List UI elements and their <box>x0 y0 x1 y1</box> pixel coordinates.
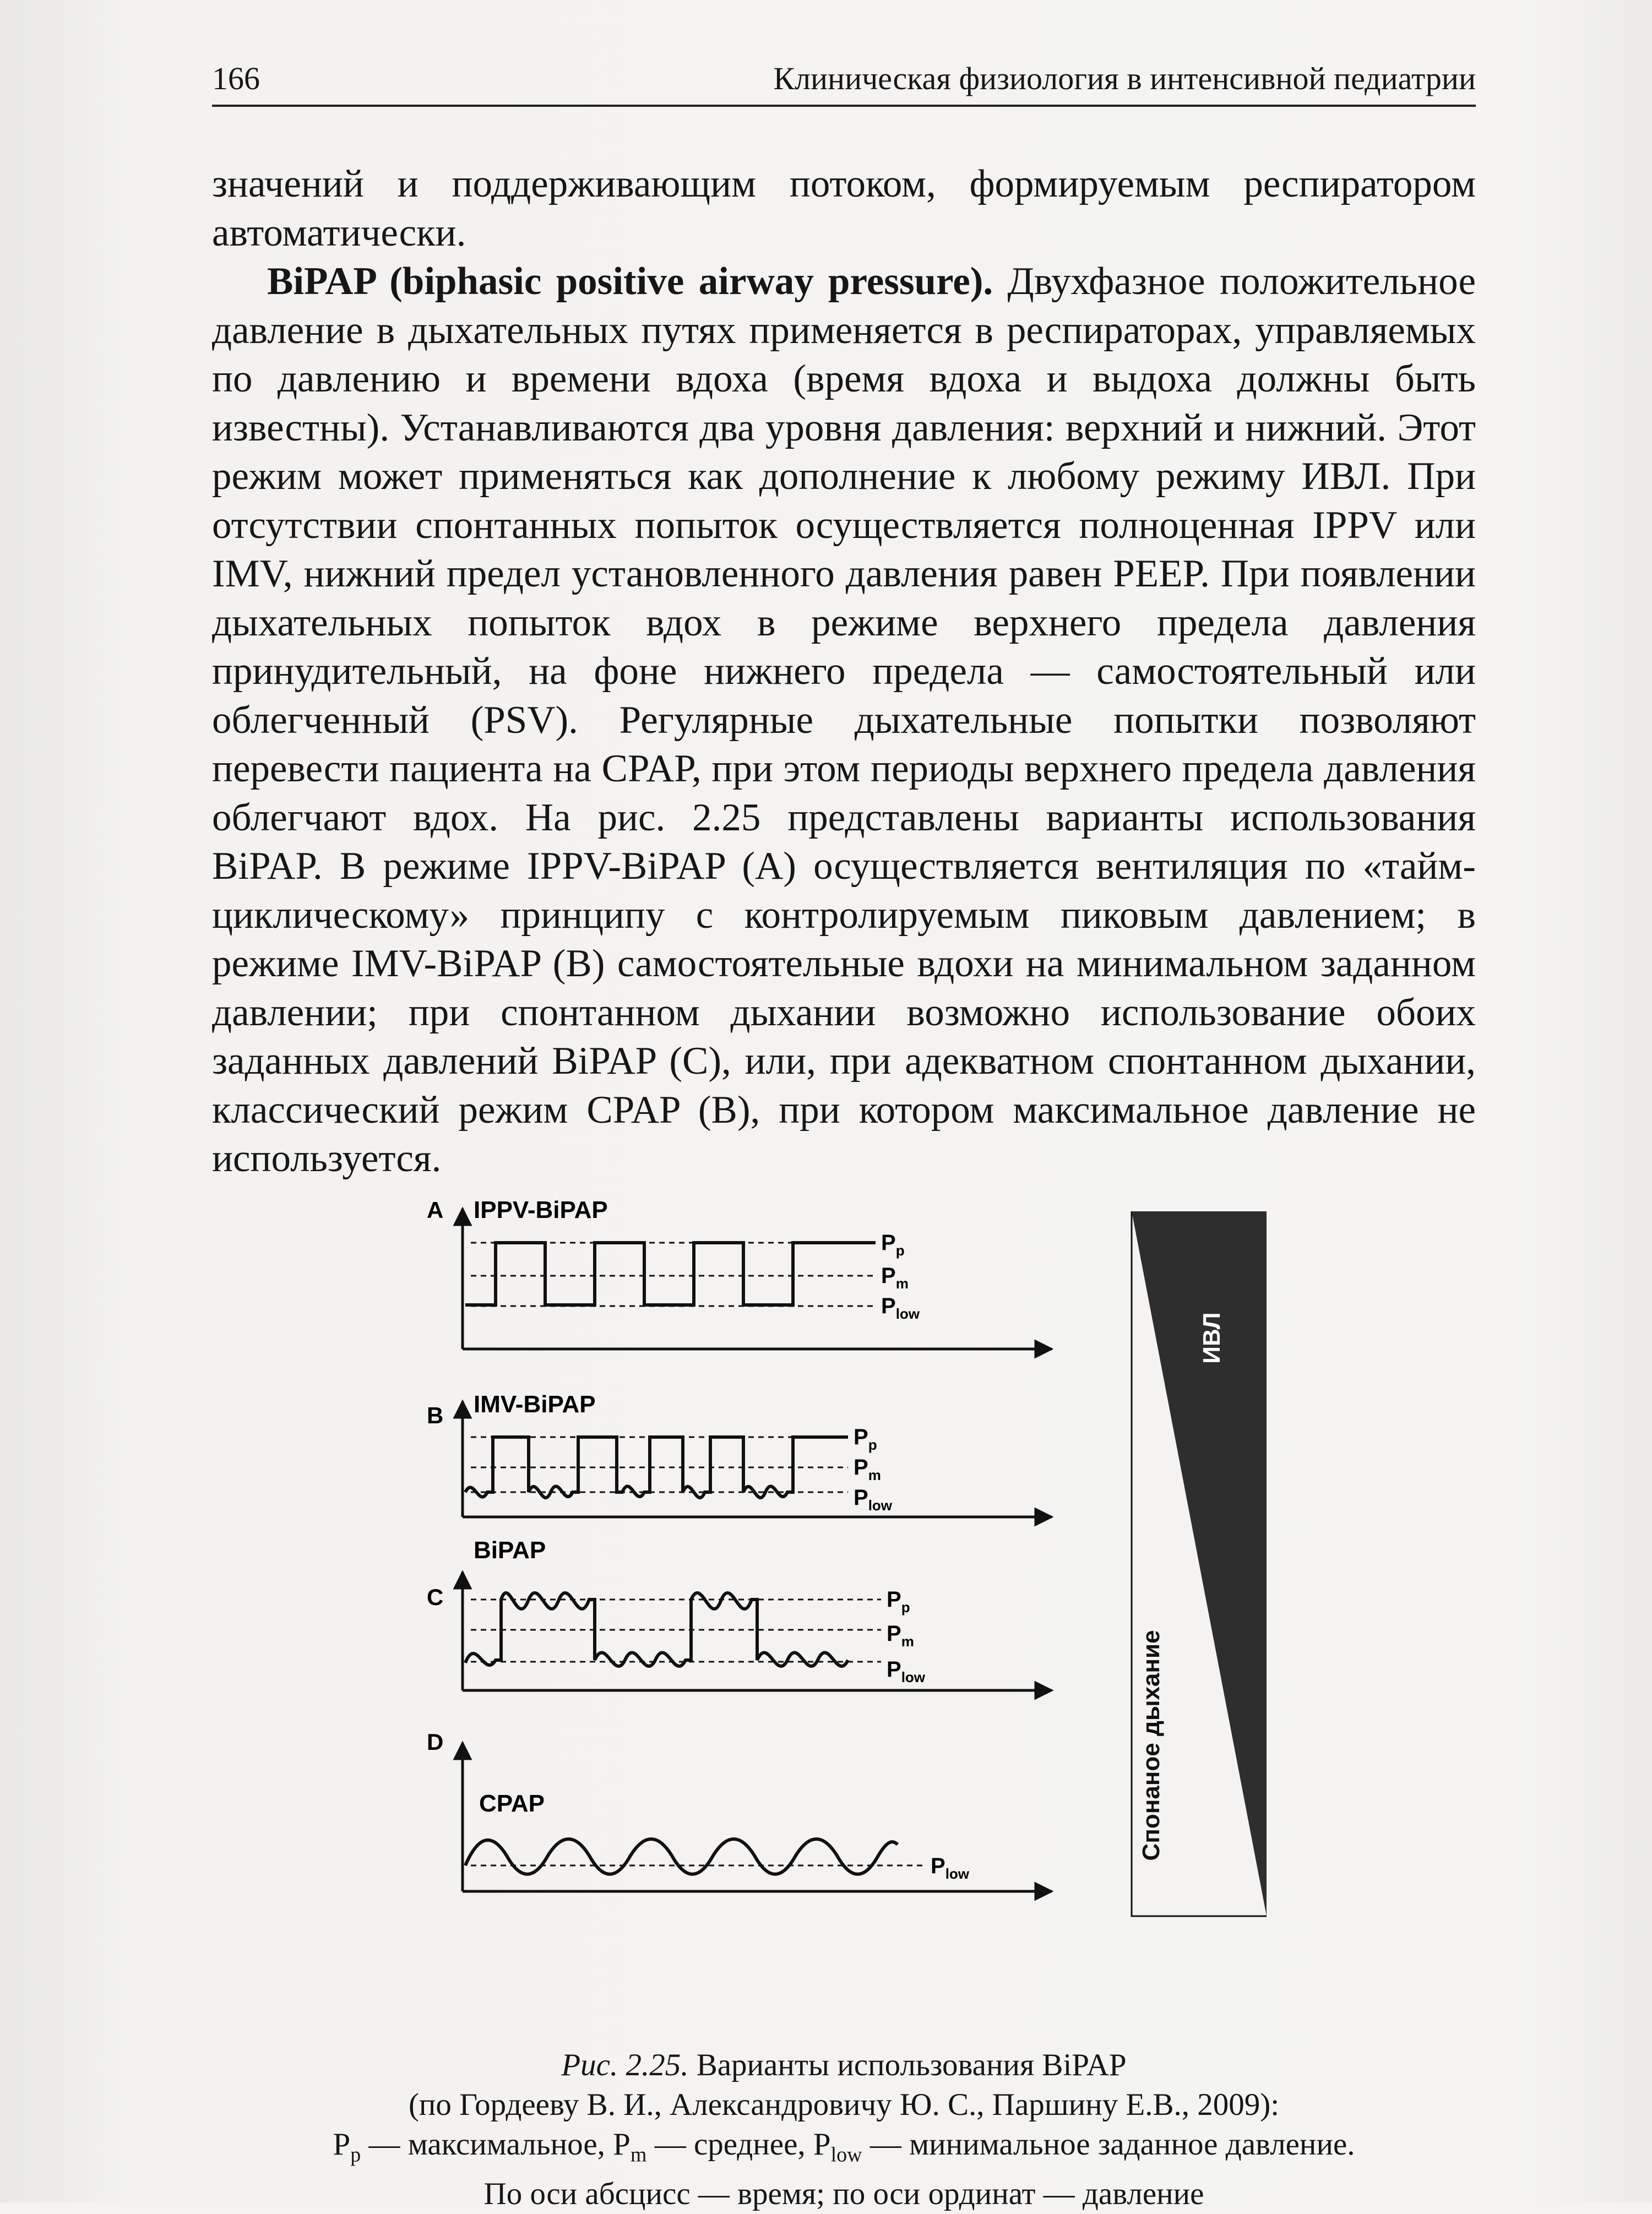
panel-c-plow-label: $P_{low}$ <box>887 1657 926 1685</box>
panel-b <box>427 1391 1052 1517</box>
panel-d <box>427 1729 1052 1891</box>
figure-2-25 <box>396 1195 1305 2032</box>
panel-b-mode: IMV-BiPAP <box>474 1391 596 1418</box>
caption-pm: — максимальное, P <box>361 2127 631 2162</box>
spontaneous-label: Спонаное дыхание <box>1138 1630 1165 1861</box>
panel-a-plow-label: $P_{low}$ <box>881 1294 920 1322</box>
caption-plow: — среднее, P <box>646 2127 831 2162</box>
panel-d-plow-label: $P_{low}$ <box>931 1854 970 1882</box>
panel-d-letter: D <box>427 1729 444 1755</box>
paragraph-1: значений и поддерживающим потоком, формируемым респиратором автоматически. <box>212 162 1476 254</box>
caption-pp-sub: p <box>350 2143 361 2167</box>
caption-title: Варианты использования BiPAP <box>688 2048 1127 2082</box>
panel-d-waveform <box>465 1839 898 1874</box>
ivl-label: ИВЛ <box>1198 1312 1225 1364</box>
panel-b-plow-label: $P_{low}$ <box>854 1486 893 1514</box>
panel-a-mode: IPPV-BiPAP <box>474 1196 608 1223</box>
caption-line-3 <box>212 2125 1476 2174</box>
caption-plow-sub: low <box>830 2143 862 2167</box>
page-header <box>212 61 1476 107</box>
bipap-diagram <box>396 1195 1305 2032</box>
ivl-spontaneous-wedge <box>1132 1211 1267 1916</box>
figure-label: Рис. 2.25. <box>561 2048 689 2082</box>
panel-c-pp-label: $P_p$ <box>887 1587 910 1615</box>
figure-caption <box>212 2046 1476 2214</box>
paragraph-bipap <box>212 257 1476 1183</box>
panel-b-pp-label: $P_p$ <box>854 1425 877 1453</box>
panel-c-pm-label: $P_m$ <box>887 1622 914 1650</box>
bipap-term: BiPAP (biphasic positive airway pressure). <box>267 260 993 303</box>
panel-a-pp-label: $P_p$ <box>881 1231 905 1259</box>
caption-pm-sub: m <box>630 2143 647 2167</box>
panel-a-pm-label: $P_m$ <box>881 1264 909 1292</box>
panel-d-mode: CPAP <box>479 1790 545 1817</box>
caption-plow-desc: — минимальное заданное давление. <box>862 2127 1355 2162</box>
caption-line-2: (по Гордееву В. И., Александровичу Ю. С., Паршину Е.В., 2009): <box>408 2087 1280 2122</box>
body-text <box>212 160 1476 1183</box>
caption-pp: P <box>333 2127 351 2162</box>
panel-c-letter: C <box>427 1584 444 1610</box>
panel-b-pm-label: $P_m$ <box>854 1455 881 1483</box>
caption-line-4: По оси абсцисс — время; по оси ординат — давление <box>483 2177 1204 2212</box>
panel-c <box>427 1537 1052 1690</box>
caption-line-1 <box>212 2046 1476 2085</box>
running-title: Клиническая физиология в интенсивной педиатрии <box>773 61 1476 96</box>
panel-a-letter: A <box>427 1197 444 1223</box>
panel-a <box>427 1196 1052 1349</box>
page-number: 166 <box>212 61 260 96</box>
bipap-description: Двухфазное положительное давление в дыхательных путях применяется в респираторах, управляемых по давлению и времени вдоха (время вдоха и выдоха должны быть известны). Устанавливаются два уровня давления: верхний и нижний. Этот режим может применяться как дополнение к любому режиму ИВЛ. При отсутствии спонтанных попыток осуществляется полноценная IPPV или IMV, нижний предел установленного давления равен PEEP. При появлении дыхательных попыток вдох в режиме верхнего предела давления принудительный, на фоне нижнего предела — самостоятельный или облегченный (PSV). Регулярные дыхательные попытки позволяют перевести пациента на CPAP, при этом периоды верхнего предела давления облегчают вдох. На рис. 2.25 представлены варианты использования BiPAP. В режиме IPPV-BiPAP (A) осуществляется вентиляция по «тайм-циклическому» принципу с контролируемым пиковым давлением; в режиме IMV-BiPAP (B) самостоятельные вдохи на минимальном заданном давлении; при спонтанном дыхании возможно использование обоих заданных давлений BiPAP (C), или, при адекватном спонтанном дыхании, классический режим CPAP (B), при котором максимальное давление не используется. <box>212 260 1476 1180</box>
panel-a-waveform <box>465 1243 876 1305</box>
panel-b-letter: B <box>427 1402 444 1428</box>
panel-c-mode: BiPAP <box>474 1537 546 1564</box>
